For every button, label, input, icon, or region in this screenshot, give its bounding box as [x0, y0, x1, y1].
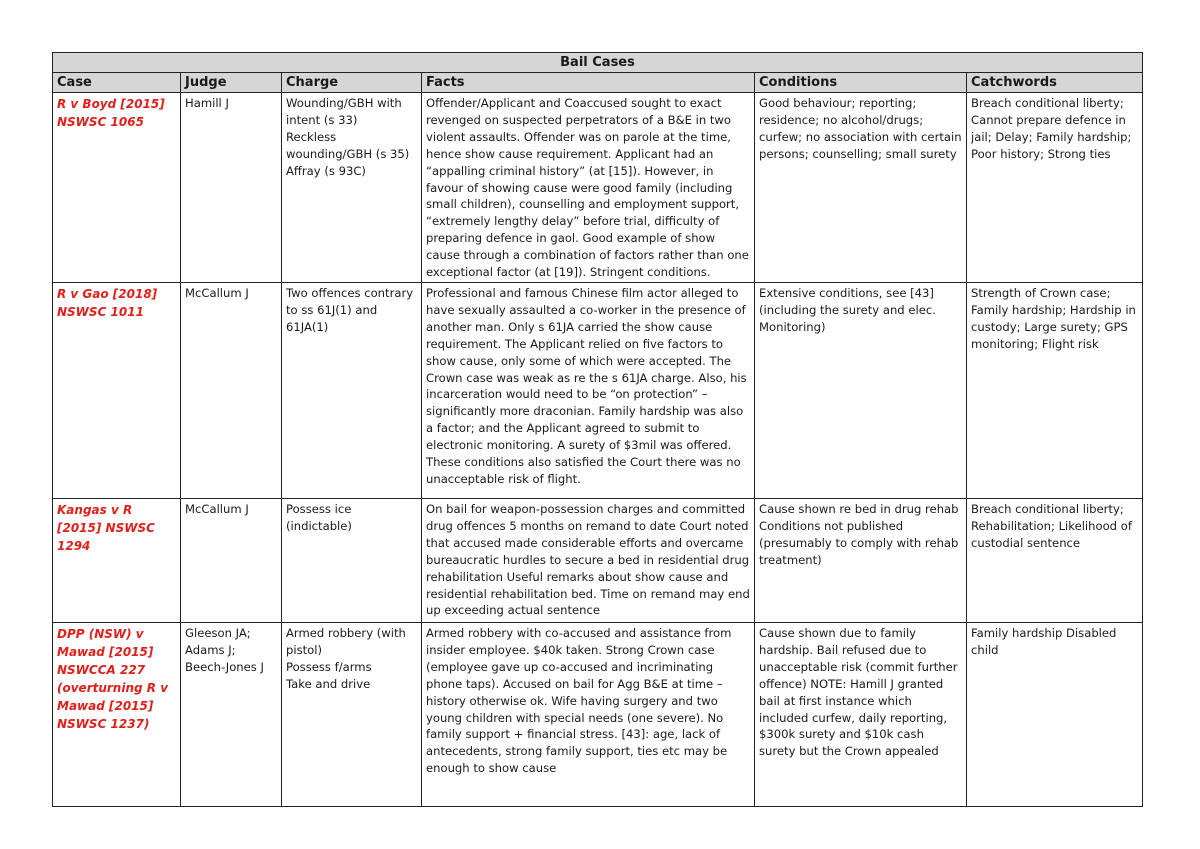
charge-line: Reckless wounding/GBH (s 35) — [286, 129, 410, 161]
column-header-facts: Facts — [422, 73, 755, 93]
charge-line: Two offences contrary to ss 61J(1) and 61JA(1) — [286, 285, 414, 334]
case-citation: R v Gao [2018] NSWSC 1011 — [53, 282, 181, 498]
bail-cases-table — [52, 52, 1143, 807]
charge-cell — [282, 498, 422, 622]
conditions-cell: Cause shown due to family hardship. Bail refused due to unacceptable risk (commit further offence) NOTE: Hamill J granted bail at first instance which included curfew, daily reporting, $300k surety and $10k cash surety but the Crown appealed — [755, 622, 967, 806]
column-header-charge: Charge — [282, 73, 422, 93]
table-row — [53, 498, 1143, 622]
facts-cell: On bail for weapon-possession charges and committed drug offences 5 months on remand to date Court noted that accused made considerable efforts and overcame bureaucratic hurdles to secure a bed in residential drug rehabilitation Useful remarks about show cause and residential rehabilitation bed. Time on remand may end up exceeding actual sentence — [422, 498, 755, 622]
conditions-cell: Extensive conditions, see [43] (including the surety and elec. Monitoring) — [755, 282, 967, 498]
column-header-case: Case — [53, 73, 181, 93]
facts-cell: Armed robbery with co-accused and assistance from insider employee. $40k taken. Strong Crown case (employee gave up co-accused and incriminating phone taps). Accused on bail for Agg B&E at time – history otherwise ok. Wife having surgery and two young children with special needs (one severe). No family support + financial stress. [43]: age, lack of antecedents, strong family support, ties etc may be enough to show cause — [422, 622, 755, 806]
charge-cell — [282, 282, 422, 498]
bail-cases-sheet — [52, 52, 1142, 807]
charge-cell — [282, 93, 422, 283]
catchwords-cell: Breach conditional liberty; Cannot prepare defence in jail; Delay; Family hardship; Poor history; Strong ties — [967, 93, 1143, 283]
charge-line: Armed robbery (with pistol) — [286, 625, 406, 657]
column-header-catchwords: Catchwords — [967, 73, 1143, 93]
facts-cell: Offender/Applicant and Coaccused sought to exact revenged on suspected perpetrators of a B&E in two violent assaults. Offender was on parole at the time, hence show cause requirement. Applicant had an “appalling criminal history” (at [15]). However, in favour of showing cause were good family (including small children), counselling and employment support, “extremely lengthy delay” before trial, difficulty of preparing defence in gaol. Good example of show cause through a combination of factors rather than one exceptional factor (at [19]). Stringent conditions. — [422, 93, 755, 283]
charge-cell — [282, 622, 422, 806]
judge-cell: Hamill J — [181, 93, 282, 283]
judge-line: Gleeson JA; — [185, 625, 251, 640]
catchwords-cell: Strength of Crown case; Family hardship; Hardship in custody; Large surety; GPS monitoring; Flight risk — [967, 282, 1143, 498]
charge-line: Possess f/arms — [286, 659, 372, 674]
conditions-cell: Good behaviour; reporting; residence; no alcohol/drugs; curfew; no association with certain persons; counselling; small surety — [755, 93, 967, 283]
facts-cell: Professional and famous Chinese film actor alleged to have sexually assaulted a co-worker in the presence of another man. Only s 61JA carried the show cause requirement. The Applicant relied on five factors to show cause, only some of which were accepted. The Crown case was weak as re the s 61JA charge. Also, his incarceration would need to be “on protection” – significantly more draconian. Family hardship was also a factor; and the Applicant agreed to submit to electronic monitoring. A surety of $3mil was offered. These conditions also satisfied the Court there was no unacceptable risk of flight. — [422, 282, 755, 498]
conditions-cell: Cause shown re bed in drug rehab Conditions not published (presumably to comply with rehab treatment) — [755, 498, 967, 622]
charge-line: Wounding/GBH with intent (s 33) — [286, 96, 402, 127]
charge-line: Possess ice (indictable) — [286, 501, 352, 533]
catchwords-cell: Breach conditional liberty; Rehabilitation; Likelihood of custodial sentence — [967, 498, 1143, 622]
judge-line: Beech-Jones J — [185, 659, 264, 674]
table-row — [53, 282, 1143, 498]
column-header-judge: Judge — [181, 73, 282, 93]
case-citation: DPP (NSW) v Mawad [2015] NSWCCA 227 (overturning R v Mawad [2015] NSWSC 1237) — [53, 622, 181, 806]
catchwords-cell: Family hardship Disabled child — [967, 622, 1143, 806]
charge-line: Affray (s 93C) — [286, 163, 366, 178]
case-citation: R v Boyd [2015] NSWSC 1065 — [53, 93, 181, 283]
judge-cell — [181, 622, 282, 806]
judge-cell: McCallum J — [181, 498, 282, 622]
charge-line: Take and drive — [286, 676, 371, 691]
column-header-conditions: Conditions — [755, 73, 967, 93]
table-title: Bail Cases — [53, 53, 1143, 73]
judge-cell: McCallum J — [181, 282, 282, 498]
table-row — [53, 93, 1143, 283]
table-row — [53, 622, 1143, 806]
case-citation: Kangas v R [2015] NSWSC 1294 — [53, 498, 181, 622]
judge-line: Adams J; — [185, 642, 236, 657]
